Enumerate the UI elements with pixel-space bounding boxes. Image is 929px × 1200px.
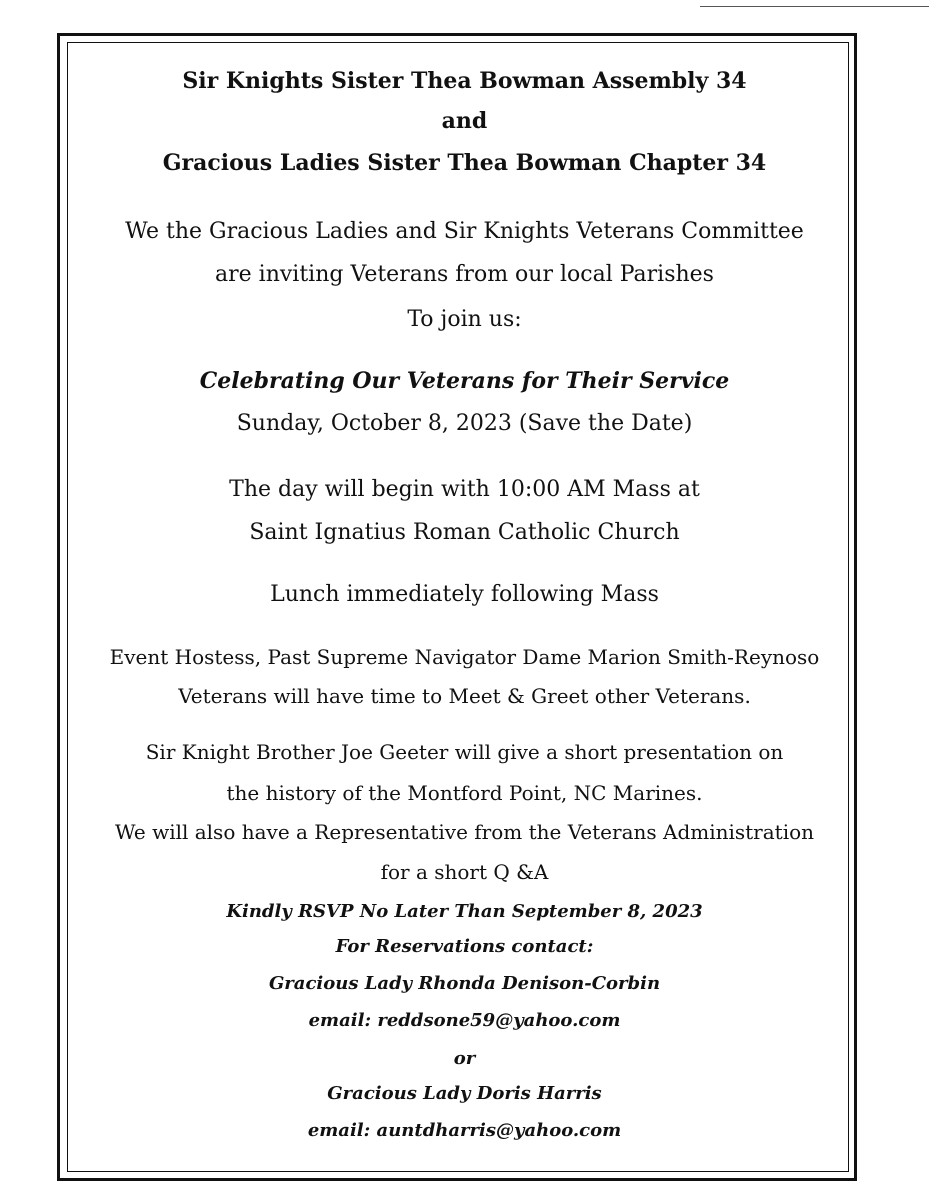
invitation-line-3: To join us:: [407, 307, 522, 332]
event-date: Sunday, October 8, 2023 (Save the Date): [236, 411, 693, 436]
scan-edge-line: [700, 6, 929, 7]
hostess-line-2: Veterans will have time to Meet & Greet other Veterans.: [178, 684, 751, 708]
presentation-line-4: for a short Q &A: [380, 860, 549, 884]
contact-2-name: Gracious Lady Doris Harris: [327, 1083, 602, 1104]
lunch-line: Lunch immediately following Mass: [270, 582, 659, 607]
presentation-line-1: Sir Knight Brother Joe Geeter will give a short presentation on: [145, 740, 784, 764]
event-title: Celebrating Our Veterans for Their Service: [199, 368, 730, 394]
hostess-line-1: Event Hostess, Past Supreme Navigator Dame Marion Smith-Reynoso: [109, 645, 820, 669]
contact-1-email[interactable]: email: reddsone59@yahoo.com: [308, 1010, 621, 1031]
contact-2-email[interactable]: email: auntdharris@yahoo.com: [307, 1120, 622, 1141]
mass-line-2: Saint Ignatius Roman Catholic Church: [249, 520, 680, 545]
invitation-line-2: are inviting Veterans from our local Parishes: [215, 262, 714, 287]
inner-border-frame: [67, 42, 849, 1172]
mass-line-1: The day will begin with 10:00 AM Mass at: [229, 477, 700, 502]
presentation-line-2: the history of the Montford Point, NC Marines.: [226, 781, 703, 805]
header-line-assembly: Sir Knights Sister Thea Bowman Assembly 34: [182, 68, 747, 94]
rsvp-contact-heading: For Reservations contact:: [335, 936, 594, 957]
header-line-chapter: Gracious Ladies Sister Thea Bowman Chapter 34: [162, 150, 767, 176]
rsvp-deadline: Kindly RSVP No Later Than September 8, 2023: [226, 901, 703, 922]
presentation-line-3: We will also have a Representative from the Veterans Administration: [114, 820, 815, 844]
header-line-and: and: [441, 108, 488, 134]
rsvp-or: or: [453, 1048, 476, 1069]
contact-1-name: Gracious Lady Rhonda Denison-Corbin: [268, 973, 661, 994]
invitation-line-1: We the Gracious Ladies and Sir Knights Veterans Committee: [125, 219, 804, 244]
